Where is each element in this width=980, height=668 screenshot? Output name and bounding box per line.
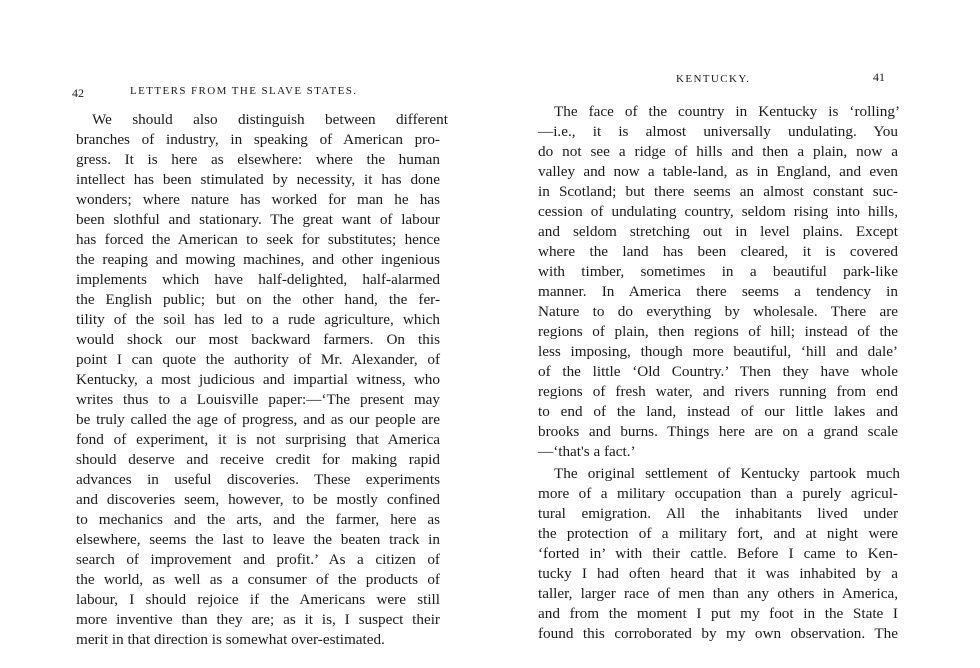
text-line: taller, larger race of men than any others in America, — [538, 585, 898, 602]
text-line: point I can quote the authority of Mr. Alexander, of — [76, 351, 440, 368]
text-line: found this corroborated by my own observation. The — [538, 625, 898, 642]
text-line: —‘that's a fact.’ — [538, 443, 636, 460]
text-line: The face of the country in Kentucky is ‘rolling’ — [554, 103, 900, 120]
text-line: merit in that direction is somewhat over-estimated. — [76, 631, 385, 648]
text-line: tural emigration. All the inhabitants lived under — [538, 505, 898, 522]
text-line: of the little ‘Old Country.’ Then they have whole — [538, 363, 898, 380]
text-line: Kentucky, a most judicious and impartial witness, who — [76, 371, 440, 388]
text-line: to end of the land, instead of our little lakes and — [538, 403, 898, 420]
text-line: to mechanics and the arts, and the farmer, here as — [76, 511, 440, 528]
text-line: with timber, sometimes in a beautiful park-like — [538, 263, 898, 280]
text-line: ‘forted in’ with their cattle. Before I came to Ken- — [538, 545, 898, 562]
text-line: labour, I should rejoice if the Americans were still — [76, 591, 440, 608]
right-running-head: KENTUCKY. — [676, 73, 751, 85]
text-line: the protection of a military fort, and at night were — [538, 525, 898, 542]
text-line: advances in useful discoveries. These experiments — [76, 471, 440, 488]
text-line: branches of industry, in speaking of American pro- — [76, 131, 440, 148]
text-line: wonders; where nature has worked for man he has — [76, 191, 440, 208]
text-line: valley and now a table-land, as in England, and even — [538, 163, 898, 180]
text-line: search of improvement and profit.’ As a citizen of — [76, 551, 440, 568]
left-page-number: 42 — [72, 86, 84, 100]
text-line: writes thus to a Louisville paper:—‘The present may — [76, 391, 440, 408]
text-line: should deserve and receive credit for making rapid — [76, 451, 440, 468]
text-line: the world, as well as a consumer of the products of — [76, 571, 440, 588]
text-line: in Scotland; but there seems an almost constant suc- — [538, 183, 898, 200]
text-line: be truly called the age of progress, and as our people are — [76, 411, 440, 428]
text-line: where the land has been cleared, it is covered — [538, 243, 898, 260]
text-line: regions of plain, then regions of hill; instead of the — [538, 323, 898, 340]
text-line: Nature to do everything by wholesale. There are — [538, 303, 898, 320]
right-page-number: 41 — [873, 70, 885, 84]
text-line: —i.e., it is almost universally undulating. You — [538, 123, 898, 140]
text-line: tility of the soil has led to a rude agriculture, which — [76, 311, 440, 328]
text-line: tucky I had often heard that it was inhabited by a — [538, 565, 898, 582]
text-line: and seldom stretching out in level plains. Except — [538, 223, 898, 240]
text-line: We should also distinguish between different — [92, 111, 448, 128]
text-line: has forced the American to seek for substitutes; hence — [76, 231, 440, 248]
text-line: would shock our most backward farmers. On this — [76, 331, 440, 348]
text-line: the reaping and mowing machines, and other ingenious — [76, 251, 440, 268]
text-line: gress. It is here as elsewhere: where the human — [76, 151, 440, 168]
text-line: less imposing, though more beautiful, ‘hill and dale’ — [538, 343, 898, 360]
text-line: fond of experiment, it is not surprising that America — [76, 431, 440, 448]
text-line: regions of fresh water, and rivers running from end — [538, 383, 898, 400]
text-line: The original settlement of Kentucky partook much — [554, 465, 900, 482]
text-line: implements which have half-delighted, half-alarmed — [76, 271, 440, 288]
text-line: been slothful and stationary. The great want of labour — [76, 211, 440, 228]
text-line: do not see a ridge of hills and then a plain, now a — [538, 143, 898, 160]
text-line: cession of undulating country, seldom rising into hills, — [538, 203, 898, 220]
text-line: elsewhere, seems the last to leave the beaten track in — [76, 531, 440, 548]
text-line: more of a military occupation than a purely agricul- — [538, 485, 898, 502]
text-line: and from the moment I put my foot in the State I — [538, 605, 898, 622]
text-line: intellect has been stimulated by necessity, it has done — [76, 171, 440, 188]
text-line: the English public; but on the other hand, the fer- — [76, 291, 440, 308]
text-line: brooks and burns. Things here are on a grand scale — [538, 423, 898, 440]
right-page — [490, 0, 980, 668]
text-line: manner. In America there seems a tendency in — [538, 283, 898, 300]
text-line: and discoveries seem, however, to be mostly confined — [76, 491, 440, 508]
text-line: more inventive than they are; as it is, I suspect their — [76, 611, 440, 628]
left-running-head: LETTERS FROM THE SLAVE STATES. — [130, 85, 358, 97]
